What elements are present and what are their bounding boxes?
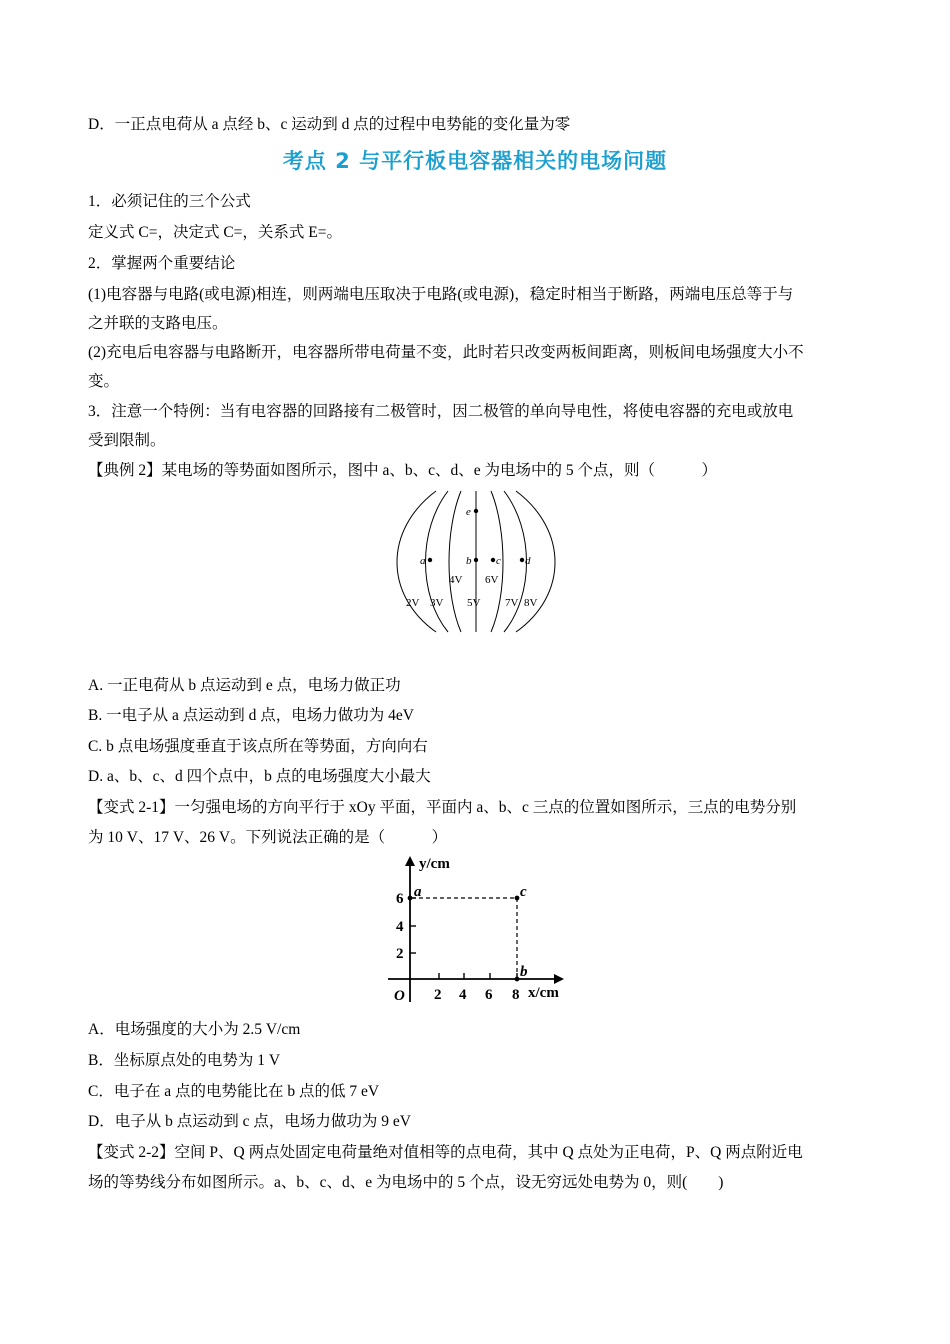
x-axis-label: x/cm — [528, 985, 559, 1001]
variant-2-1-stem-line-1: 【变式 2-1】一匀强电场的方向平行于 xOy 平面，平面内 a、b、c 三点的位置如图所示，三点的电势分别 — [88, 799, 797, 816]
x-axis-arrow — [554, 974, 564, 984]
voltage-label-6v: 6V — [485, 574, 499, 586]
point-b-text: b — [520, 964, 528, 980]
point-1-title: 1．必须记住的三个公式 — [88, 193, 251, 210]
x-tick-label-2: 2 — [434, 987, 442, 1003]
example-2-stem: 【典例 2】某电场的等势面如图所示，图中 a、b、c、d、e 为电场中的 5 个点，则（ ） — [88, 462, 718, 479]
point-a-dot — [428, 558, 432, 562]
point-c-dot — [491, 558, 495, 562]
voltage-label-8v: 8V — [524, 597, 538, 609]
conclusion-2-line-1: (2)充电后电容器与电路断开，电容器所带电荷量不变，此时若只改变两板间距离，则板间电场强度大小不 — [88, 344, 804, 361]
point-a-marker — [408, 896, 413, 901]
coordinate-figure — [386, 852, 572, 1010]
variant-2-1-option-c: C．电子在 a 点的电势能比在 b 点的低 7 eV — [88, 1083, 380, 1100]
variant-2-1-option-b: B．坐标原点处的电势为 1 V — [88, 1052, 281, 1069]
variant-2-2-stem-line-1: 【变式 2-2】空间 P、Q 两点处固定电荷量绝对值相等的点电荷，其中 Q 点处为正电荷，P、Q 两点附近电 — [88, 1144, 803, 1161]
point-3-line-2: 受到限制。 — [88, 432, 166, 449]
voltage-label-7v: 7V — [505, 597, 519, 609]
formula-line: 定义式 C=，决定式 C=，关系式 E=。 — [88, 224, 342, 241]
equipotential-figure — [396, 490, 560, 635]
voltage-label-4v: 4V — [449, 574, 463, 586]
variant-2-2-stem-line-2: 场的等势线分布如图所示。a、b、c、d、e 为电场中的 5 个点，设无穷远处电势为 0，则( ) — [88, 1174, 724, 1191]
origin-label: O — [394, 988, 405, 1004]
x-tick-label-8: 8 — [512, 987, 520, 1003]
point-c-marker — [515, 896, 520, 901]
x-tick-label-6: 6 — [485, 987, 493, 1003]
conclusion-1-line-2: 之并联的支路电压。 — [88, 315, 228, 332]
conclusion-2-line-2: 变。 — [88, 373, 120, 390]
example-2-option-c: C. b 点电场强度垂直于该点所在等势面，方向向右 — [88, 738, 428, 755]
point-e-dot — [474, 509, 478, 513]
point-c-label: c — [496, 555, 501, 567]
equipotential-curve-4v — [449, 491, 461, 632]
y-axis-arrow — [405, 856, 415, 866]
voltage-label-2v: 2V — [406, 597, 420, 609]
point-b-label: b — [466, 555, 472, 567]
point-b-dot — [474, 558, 478, 562]
voltage-label-3v: 3V — [430, 597, 444, 609]
voltage-label-5v: 5V — [467, 597, 481, 609]
prev-question-option-d: D．一正点电荷从 a 点经 b、c 运动到 d 点的过程中电势能的变化量为零 — [88, 116, 571, 133]
y-tick-label-6: 6 — [396, 891, 404, 907]
y-tick-label-2: 2 — [396, 946, 404, 962]
point-3-line-1: 3．注意一个特例：当有电容器的回路接有二极管时，因二极管的单向导电性，将使电容器的充电或放电 — [88, 403, 794, 420]
conclusion-1-line-1: (1)电容器与电路(或电源)相连，则两端电压取决于电路(或电源)，稳定时相当于断路，两端电压总等于与 — [88, 286, 794, 303]
x-tick-label-4: 4 — [459, 987, 467, 1003]
point-b-marker — [515, 977, 520, 982]
point-c-text: c — [520, 884, 527, 900]
example-2-option-a: A. 一正电荷从 b 点运动到 e 点，电场力做正功 — [88, 677, 401, 694]
point-2-title: 2．掌握两个重要结论 — [88, 255, 236, 272]
example-2-option-d: D. a、b、c、d 四个点中，b 点的电场强度大小最大 — [88, 768, 431, 785]
point-a-text: a — [414, 884, 422, 900]
example-2-option-b: B. 一电子从 a 点运动到 d 点，电场力做功为 4eV — [88, 707, 414, 724]
point-d-label: d — [525, 555, 531, 567]
variant-2-1-option-a: A．电场强度的大小为 2.5 V/cm — [88, 1021, 301, 1038]
variant-2-1-stem-line-2: 为 10 V、17 V、26 V。下列说法正确的是（ ） — [88, 829, 448, 846]
section-heading: 考点 2 与平行板电容器相关的电场问题 — [282, 149, 668, 173]
point-a-label: a — [420, 555, 426, 567]
y-axis-label: y/cm — [419, 856, 450, 872]
y-tick-label-4: 4 — [396, 919, 404, 935]
variant-2-1-option-d: D．电子从 b 点运动到 c 点，电场力做功为 9 eV — [88, 1113, 411, 1130]
point-e-label: e — [466, 506, 471, 518]
point-d-dot — [520, 558, 524, 562]
